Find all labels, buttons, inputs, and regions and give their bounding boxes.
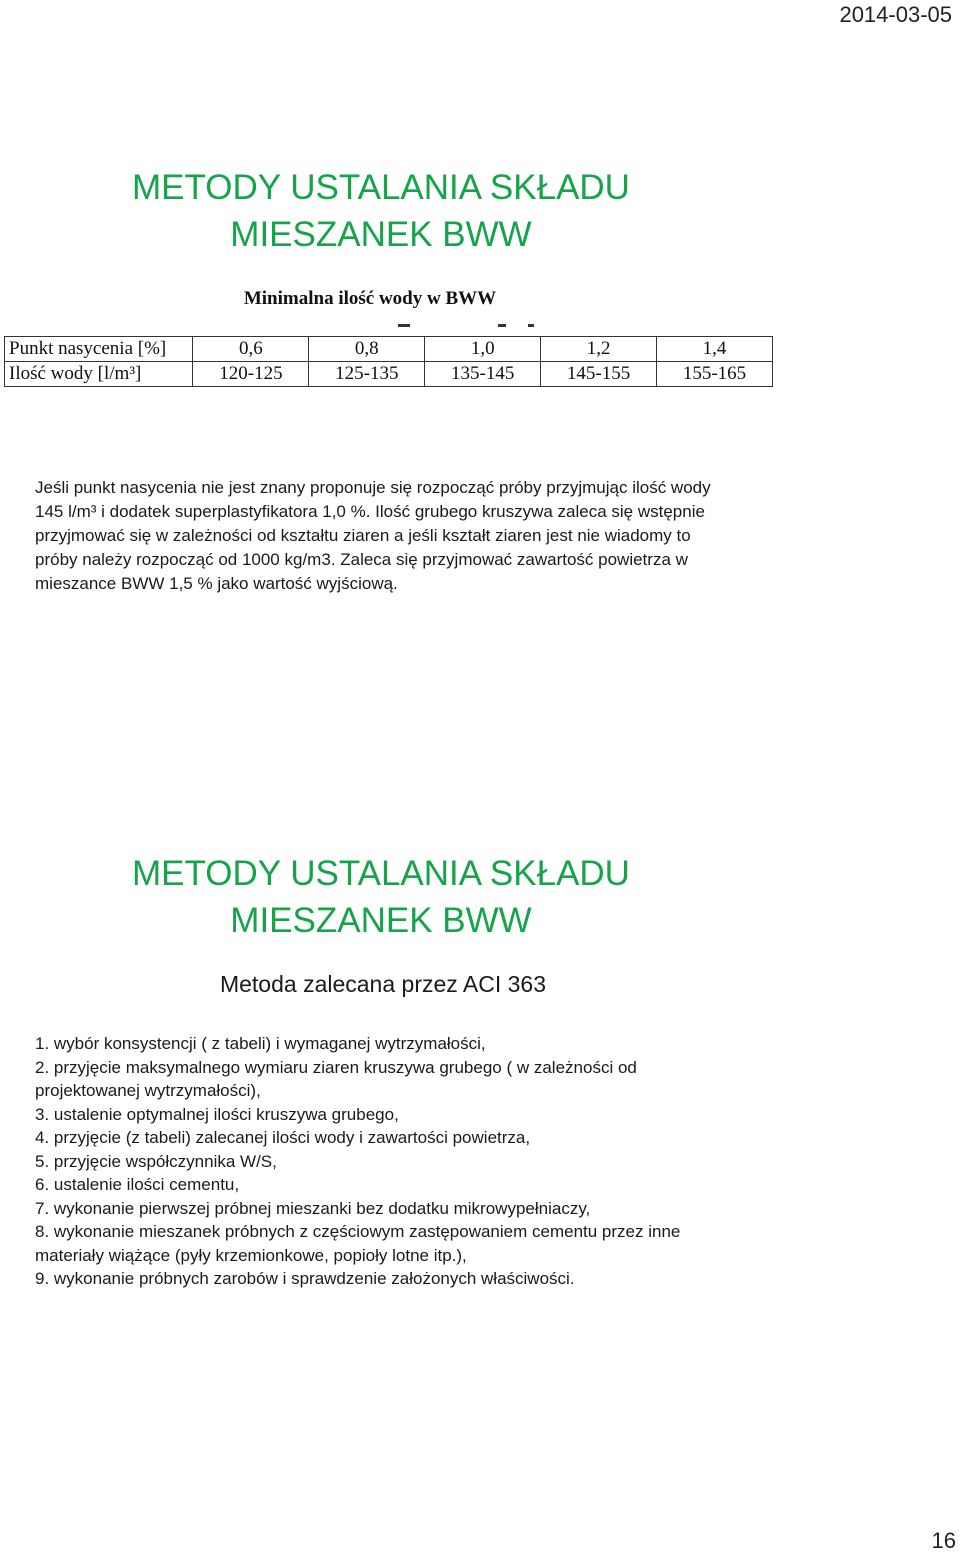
table-cell: 135-145 <box>425 362 541 387</box>
scan-mark <box>398 324 410 327</box>
table-cell: 1,2 <box>541 337 657 362</box>
list-item: 8. wykonanie mieszanek próbnych z częściowym zastępowaniem cementu przez inne materiały wiążące (pyły krzemionkowe, popioły lotne itp.), <box>35 1222 681 1265</box>
list-item: 3. ustalenie optymalnej ilości kruszywa grubego, <box>35 1104 399 1124</box>
table-cell: 0,6 <box>193 337 309 362</box>
table-cell: 155-165 <box>657 362 773 387</box>
scan-mark <box>528 324 534 327</box>
slide1-title-line-1: METODY USTALANIA SKŁADU <box>132 168 630 207</box>
list-item: 7. wykonanie pierwszej próbnej mieszanki bez dodatku mikrowypełniaczy, <box>35 1198 591 1218</box>
list-item: 4. przyjęcie (z tabeli) zalecanej ilości wody i zawartości powietrza, <box>35 1128 531 1147</box>
table-row <box>5 362 773 387</box>
slide1-title <box>0 164 762 258</box>
list-item: 6. ustalenie ilości cementu, <box>35 1175 240 1194</box>
slide2-title <box>0 850 762 944</box>
list-item: 9. wykonanie próbnych zarobów i sprawdzenie założonych właściwości. <box>35 1269 575 1288</box>
table-cell: 120-125 <box>193 362 309 387</box>
slide2-title-line-1: METODY USTALANIA SKŁADU <box>132 854 630 893</box>
table-cell: 0,8 <box>309 337 425 362</box>
table-cell: 145-155 <box>541 362 657 387</box>
slide2-subtitle: Metoda zalecana przez ACI 363 <box>219 971 547 997</box>
list-item: 5. przyjęcie współczynnika W/S, <box>35 1151 277 1171</box>
scan-mark <box>498 324 506 327</box>
row-header-water: Ilość wody [l/m³] <box>5 362 193 387</box>
table-cell: 1,0 <box>425 337 541 362</box>
slide2-title-line-2: MIESZANEK BWW <box>230 901 532 940</box>
list-item: 1. wybór konsystencji ( z tabeli) i wymaganej wytrzymałości, <box>35 1034 486 1053</box>
page-number: 16 <box>931 1528 956 1553</box>
header-date: 2014-03-05 <box>839 2 952 27</box>
water-table <box>4 336 773 387</box>
slide1-title-line-2: MIESZANEK BWW <box>230 215 532 254</box>
table-caption: Minimalna ilość wody w BWW <box>243 288 497 309</box>
list-item: 2. przyjęcie maksymalnego wymiaru ziaren kruszywa grubego ( w zależności od projektowanej wytrzymałości), <box>35 1057 637 1100</box>
steps-list <box>35 1032 735 1291</box>
row-header-saturation: Punkt nasycenia [%] <box>5 337 193 362</box>
table-row <box>5 337 773 362</box>
slide1-paragraph: Jeśli punkt nasycenia nie jest znany proponuje się rozpocząć próby przyjmując ilość wody 145 l/m³ i dodatek superplastyfikatora 1,0 %. Ilość grubego kruszywa zaleca się wstępnie przyjmować się w zależności od kształtu ziaren a jeśli kształt ziaren jest nie wiadomy to próby należy rozpocząć od 1000 kg/m3. Zaleca się przyjmować zawartość powietrza w mieszance BWW 1,5 % jako wartość wyjściową. <box>35 478 711 593</box>
table-cell: 125-135 <box>309 362 425 387</box>
table-cell: 1,4 <box>657 337 773 362</box>
